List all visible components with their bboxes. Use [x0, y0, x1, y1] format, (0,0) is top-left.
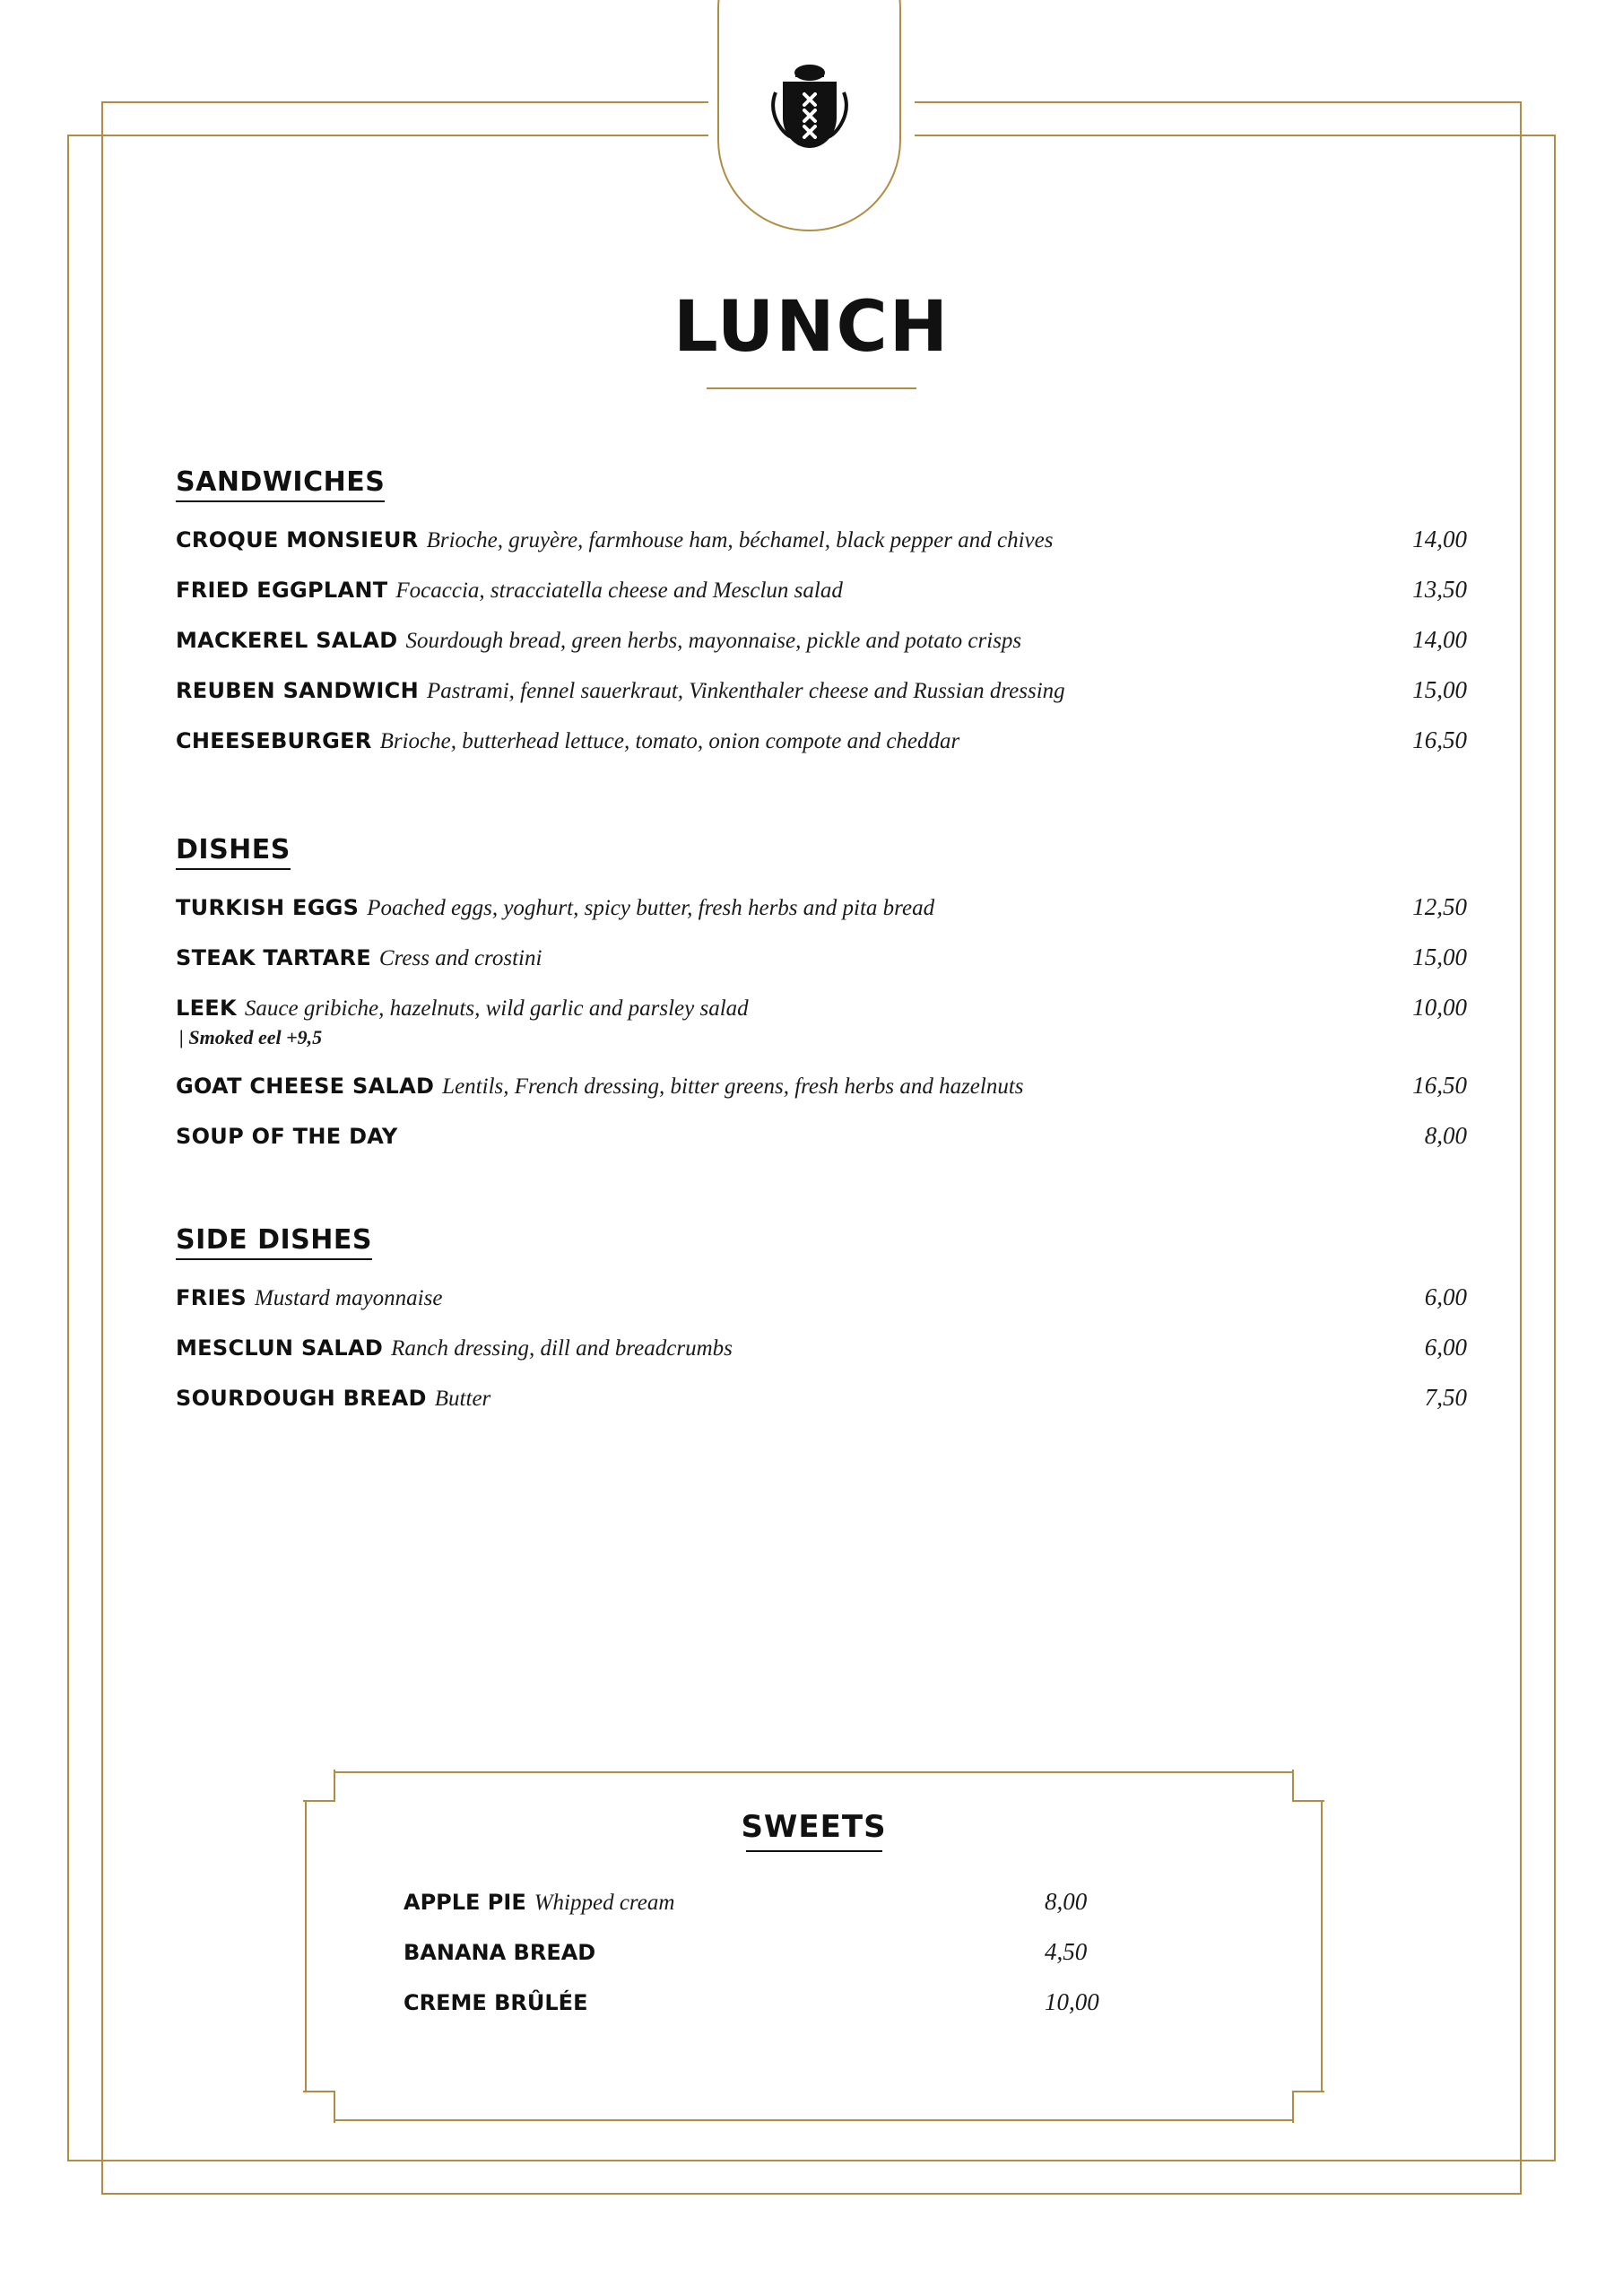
menu-item-price: 16,50	[1412, 1072, 1467, 1099]
menu-item-main	[176, 628, 1368, 654]
menu-sections	[176, 466, 1467, 1434]
menu-item-description: Ranch dressing, dill and breadcrumbs	[391, 1336, 733, 1361]
menu-item-main	[176, 1285, 1368, 1311]
menu-item-price: 16,50	[1412, 726, 1467, 753]
menu-item-price: 7,50	[1424, 1384, 1467, 1411]
section-heading: SIDE DISHES	[176, 1224, 372, 1260]
menu-item-price: 8,00	[1424, 1122, 1467, 1149]
menu-item-name: FRIED EGGPLANT	[176, 578, 388, 603]
menu-item-price: 13,50	[1412, 576, 1467, 603]
menu-item	[176, 626, 1467, 654]
sweets-list	[404, 1888, 1233, 2039]
menu-item-main	[176, 728, 1368, 754]
menu-item-price: 12,50	[1412, 893, 1467, 920]
menu-item-name: SOURDOUGH BREAD	[176, 1386, 427, 1411]
menu-item-name: MESCLUN SALAD	[176, 1335, 384, 1361]
menu-item-description: Poached eggs, yoghurt, spicy butter, fresh herbs and pita bread	[367, 896, 935, 920]
menu-item-description: Brioche, butterhead lettuce, tomato, onion compote and cheddar	[379, 729, 960, 753]
menu-item-description: Brioche, gruyère, farmhouse ham, béchamel, black pepper and chives	[426, 528, 1054, 552]
menu-item-main	[176, 1386, 1368, 1412]
corner-notch-top-right	[1292, 1770, 1324, 1802]
menu-item-main	[176, 1074, 1368, 1100]
menu-item-name: FRIES	[176, 1285, 247, 1310]
menu-item-name: MACKEREL SALAD	[176, 628, 398, 653]
section-heading: DISHES	[176, 834, 291, 870]
menu-item	[176, 1122, 1467, 1150]
sweets-item	[404, 1888, 1233, 1916]
menu-item-main	[176, 945, 1368, 971]
page-title-underline	[707, 387, 916, 389]
menu-item-name: GOAT CHEESE SALAD	[176, 1074, 435, 1099]
menu-item	[176, 726, 1467, 754]
sweets-panel	[305, 1771, 1323, 2121]
menu-item-description: Focaccia, stracciatella cheese and Mesclun salad	[395, 578, 843, 603]
sweets-item-name: APPLE PIE	[404, 1890, 526, 1915]
sweets-item-name: BANANA BREAD	[404, 1940, 596, 1965]
menu-item-description: Cress and crostini	[378, 946, 542, 970]
menu-item-name: STEAK TARTARE	[176, 945, 371, 970]
sweets-heading-underline	[746, 1850, 882, 1852]
menu-item-name: CROQUE MONSIEUR	[176, 527, 419, 552]
section-sandwiches	[176, 466, 1467, 754]
sweets-item-price: 4,50	[1045, 1938, 1088, 1965]
sweets-item-description: Whipped cream	[534, 1891, 675, 1915]
menu-item	[176, 994, 1467, 1049]
menu-item-price: 6,00	[1424, 1283, 1467, 1310]
section-spacer	[176, 777, 1467, 834]
menu-item-main	[176, 527, 1368, 553]
menu-item	[176, 1283, 1467, 1311]
menu-item-price: 14,00	[1412, 526, 1467, 552]
page-title: LUNCH	[673, 287, 950, 368]
menu-item-name: CHEESEBURGER	[176, 728, 372, 753]
menu-item	[176, 893, 1467, 921]
menu-item	[176, 526, 1467, 553]
menu-item-price: 6,00	[1424, 1334, 1467, 1361]
section-dishes	[176, 834, 1467, 1150]
corner-notch-bottom-right	[1292, 2091, 1324, 2123]
corner-notch-bottom-left	[303, 2091, 335, 2123]
section-spacer	[176, 1172, 1467, 1224]
menu-item-description: Sourdough bread, green herbs, mayonnaise, pickle and potato crisps	[405, 629, 1022, 653]
menu-item-main	[176, 895, 1368, 921]
menu-item-name: REUBEN SANDWICH	[176, 678, 419, 703]
section-side-dishes	[176, 1224, 1467, 1412]
menu-item-name: TURKISH EGGS	[176, 895, 360, 920]
menu-item-description: Pastrami, fennel sauerkraut, Vinkenthaler cheese and Russian dressing	[426, 679, 1065, 703]
menu-item-price: 10,00	[1412, 994, 1467, 1021]
section-heading: SANDWICHES	[176, 466, 385, 502]
sweets-heading: SWEETS	[741, 1809, 887, 1845]
sweets-item	[404, 1938, 1233, 1966]
menu-item-supplement: | Smoked eel +9,5	[179, 1026, 323, 1048]
menu-item-main	[176, 1335, 1368, 1361]
menu-item-description: Lentils, French dressing, bitter greens, fresh herbs and hazelnuts	[442, 1074, 1024, 1099]
menu-item-description: Sauce gribiche, hazelnuts, wild garlic and parsley salad	[244, 996, 749, 1021]
menu-item-main	[176, 678, 1368, 704]
menu-item-description: Butter	[434, 1387, 491, 1411]
menu-item-price: 15,00	[1412, 944, 1467, 970]
menu-item	[176, 944, 1467, 971]
menu-item-main	[176, 1124, 1368, 1150]
menu-item-price: 15,00	[1412, 676, 1467, 703]
menu-item-main	[176, 578, 1368, 604]
menu-item	[176, 676, 1467, 704]
menu-item-name: LEEK	[176, 996, 237, 1021]
sweets-item-price: 8,00	[1045, 1888, 1088, 1915]
menu-item	[176, 1072, 1467, 1100]
menu-item	[176, 1384, 1467, 1412]
corner-notch-top-left	[303, 1770, 335, 1802]
menu-item-price: 14,00	[1412, 626, 1467, 653]
sweets-item-name: CREME BRÛLÉE	[404, 1990, 588, 2015]
menu-item-name: SOUP OF THE DAY	[176, 1124, 398, 1149]
menu-item	[176, 1334, 1467, 1361]
menu-item-main	[176, 996, 1368, 1049]
sweets-item-price: 10,00	[1045, 1988, 1099, 2015]
menu-item-description: Mustard mayonnaise	[254, 1286, 443, 1310]
menu-item	[176, 576, 1467, 604]
sweets-item	[404, 1988, 1233, 2016]
